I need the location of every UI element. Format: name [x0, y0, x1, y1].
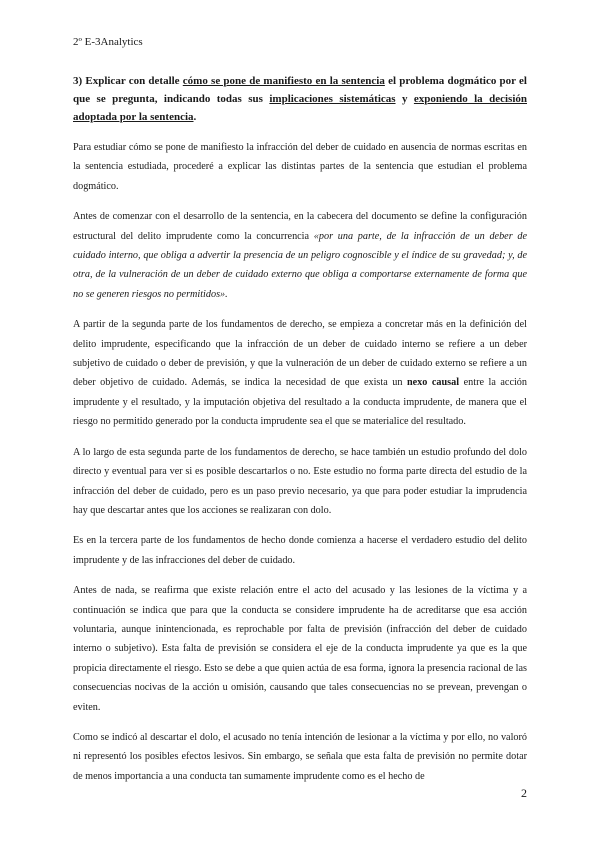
paragraph-3-text-b: entre la acción imprudente y el resultado, y la imputación objetiva del resultado a la conducta imprudente, de manera que el riesgo no permitido generado por la conducta imprudente sea el que se materialice del resultado.: [73, 377, 527, 428]
paragraph-2: [73, 207, 527, 304]
paragraph-3: [73, 315, 527, 431]
document-body: [73, 72, 527, 797]
paragraph-2-quote: «por una parte, de la infracción de un deber de cuidado interno, que obliga a advertir la presencia de un peligro cognoscible y el índice de su gravedad; y, de otra, de la vulneración de un deber de cuidado externo que obliga a comportarse externamente de forma que no se generen riesgos no permitidos».: [73, 230, 528, 300]
heading-underlined-3: exponiendo la decisión adoptada por la sentencia: [73, 93, 527, 123]
heading-text-3: y: [395, 93, 414, 105]
question-heading: [73, 72, 527, 126]
paragraph-2-text: Antes de comenzar con el desarrollo de la sentencia, en la cabecera del documento se define la configuración estructural del delito imprudente como la concurrencia: [73, 211, 527, 242]
heading-text-4: .: [193, 111, 197, 123]
heading-underlined-1: cómo se pone de manifiesto en la sentencia: [182, 75, 385, 87]
page-number: 2: [521, 786, 527, 800]
paragraph-6: Antes de nada, se reafirma que existe relación entre el acto del acusado y las lesiones de la víctima y a continuación se indica que para que la conducta se considere imprudente ha de acreditarse que esa acción voluntaria, aunque inintencionada, es reprochable por falta de previsión (infracción del deber de cuidado interno o subjetivo). Esta falta de previsión se considera el eje de la conducta imprudente ya que es la que propicia directamente el riesgo. Esto se debe a que quien actúa de esa forma, ignora la presencia racional de las consecuencias nocivas de la acción u omisión, causando que tales consecuencias no se prevean, prevengan o eviten.: [73, 585, 527, 713]
paragraph-5: Es en la tercera parte de los fundamentos de hecho donde comienza a hacerse el verdadero estudio del delito imprudente y de las infracciones del deber de cuidado.: [73, 535, 527, 566]
heading-text-1: 3) Explicar con detalle: [73, 75, 183, 87]
heading-text-2: el problema dogmático por el que se pregunta, indicando todas sus: [73, 75, 527, 105]
paragraph-3-bold: nexo causal: [406, 377, 460, 389]
paragraph-7: Como se indicó al descartar el dolo, el acusado no tenía intención de lesionar a la víctima y por ello, no valoró ni representó los posibles efectos lesivos. Sin embargo, se señala que esta falta de previsión no permite dotar de menos importancia a una conducta tan sumamente imprudente como es el hecho de: [73, 731, 527, 782]
paragraph-1: Para estudiar cómo se pone de manifiesto la infracción del deber de cuidado en ausencia de normas escritas en la sentencia estudiada, procederé a explicar las distintas partes de la sentencia que estudian el problema dogmático.: [73, 142, 527, 192]
heading-underlined-2: implicaciones sistemáticas: [269, 93, 396, 105]
paragraph-4: A lo largo de esta segunda parte de los fundamentos de derecho, se hace también un estudio profundo del dolo directo y eventual para ver si es posible descartarlos o no. Este estudio no forma parte directa del estudio de la infracción del deber de cuidado, pero es un paso previo necesario, ya que para poder estudiar la imprudencia hay que descartar antes que los acciones se realizaran con dolo.: [73, 446, 527, 516]
page-header: 2º E-3Analytics: [73, 36, 143, 48]
paragraph-3-text-a: A partir de la segunda parte de los fundamentos de derecho, se empieza a concretar más en la definición del delito imprudente, especificando que la infracción de un deber de cuidado interno se refiere a un deber subjetivo de cuidado o deber de previsión, y que la vulneración de un deber de cuidado externo se refiere a un deber objetivo de cuidado. Además, se indica la necesidad de que exista un: [73, 319, 527, 389]
